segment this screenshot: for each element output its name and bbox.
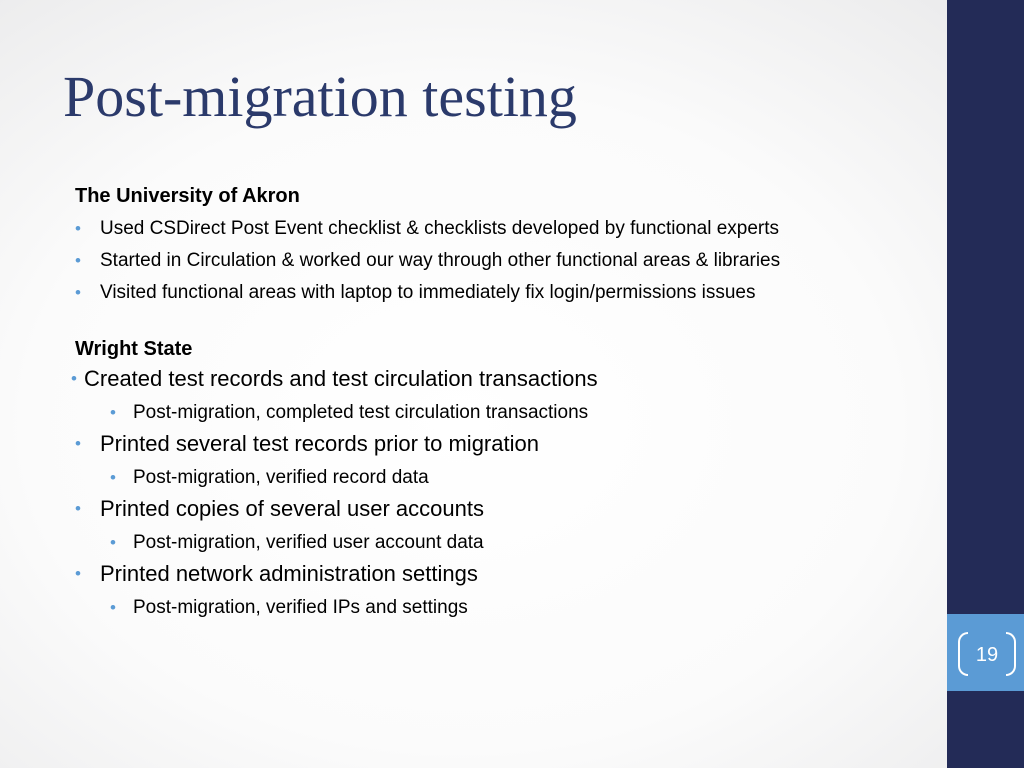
bullet-dot-icon: • <box>75 434 81 453</box>
bullet-dot-icon: • <box>110 598 116 617</box>
section-heading-wright-state: Wright State <box>75 338 193 360</box>
sub-list-item <box>75 595 915 621</box>
bullet-text: Printed network administration settings <box>100 561 478 586</box>
section-heading-akron: The University of Akron <box>75 185 300 207</box>
sub-bullet-text: Post-migration, verified record data <box>133 467 429 488</box>
bullet-text: Created test records and test circulation transactions <box>84 366 598 391</box>
bullet-text: Used CSDirect Post Event checklist & checklists developed by functional experts <box>100 218 780 239</box>
list-item <box>75 248 915 274</box>
slide-content <box>71 182 915 621</box>
bullet-dot-icon: • <box>71 369 77 388</box>
wright-state-bullet-list <box>71 364 915 621</box>
bullet-dot-icon: • <box>75 499 81 518</box>
list-item <box>75 280 915 306</box>
bullet-dot-icon: • <box>75 219 81 238</box>
bullet-text: Printed copies of several user accounts <box>100 496 484 521</box>
bullet-dot-icon: • <box>110 403 116 422</box>
right-bracket-icon <box>1006 632 1016 676</box>
list-item <box>75 494 915 524</box>
sub-bullet-text: Post-migration, verified IPs and settings <box>133 597 468 618</box>
bullet-dot-icon: • <box>110 533 116 552</box>
bullet-text: Started in Circulation & worked our way through other functional areas & libraries <box>100 250 781 271</box>
bullet-dot-icon: • <box>110 468 116 487</box>
page-number: 19 <box>975 644 999 666</box>
sub-list-item <box>75 465 915 491</box>
bullet-dot-icon: • <box>75 283 81 302</box>
bullet-dot-icon: • <box>75 251 81 270</box>
akron-bullet-list <box>75 216 915 306</box>
list-item <box>75 429 915 459</box>
list-item <box>71 364 915 394</box>
list-item <box>75 216 915 242</box>
list-item <box>75 559 915 589</box>
bullet-text: Printed several test records prior to migration <box>100 431 539 456</box>
slide-title: Post-migration testing <box>63 64 577 129</box>
bullet-dot-icon: • <box>75 564 81 583</box>
sub-bullet-text: Post-migration, verified user account data <box>133 532 484 553</box>
sub-bullet-text: Post-migration, completed test circulation transactions <box>133 402 589 423</box>
sub-list-item <box>75 530 915 556</box>
bullet-text: Visited functional areas with laptop to immediately fix login/permissions issues <box>100 282 756 303</box>
left-bracket-icon <box>958 632 968 676</box>
sub-list-item <box>75 400 915 426</box>
